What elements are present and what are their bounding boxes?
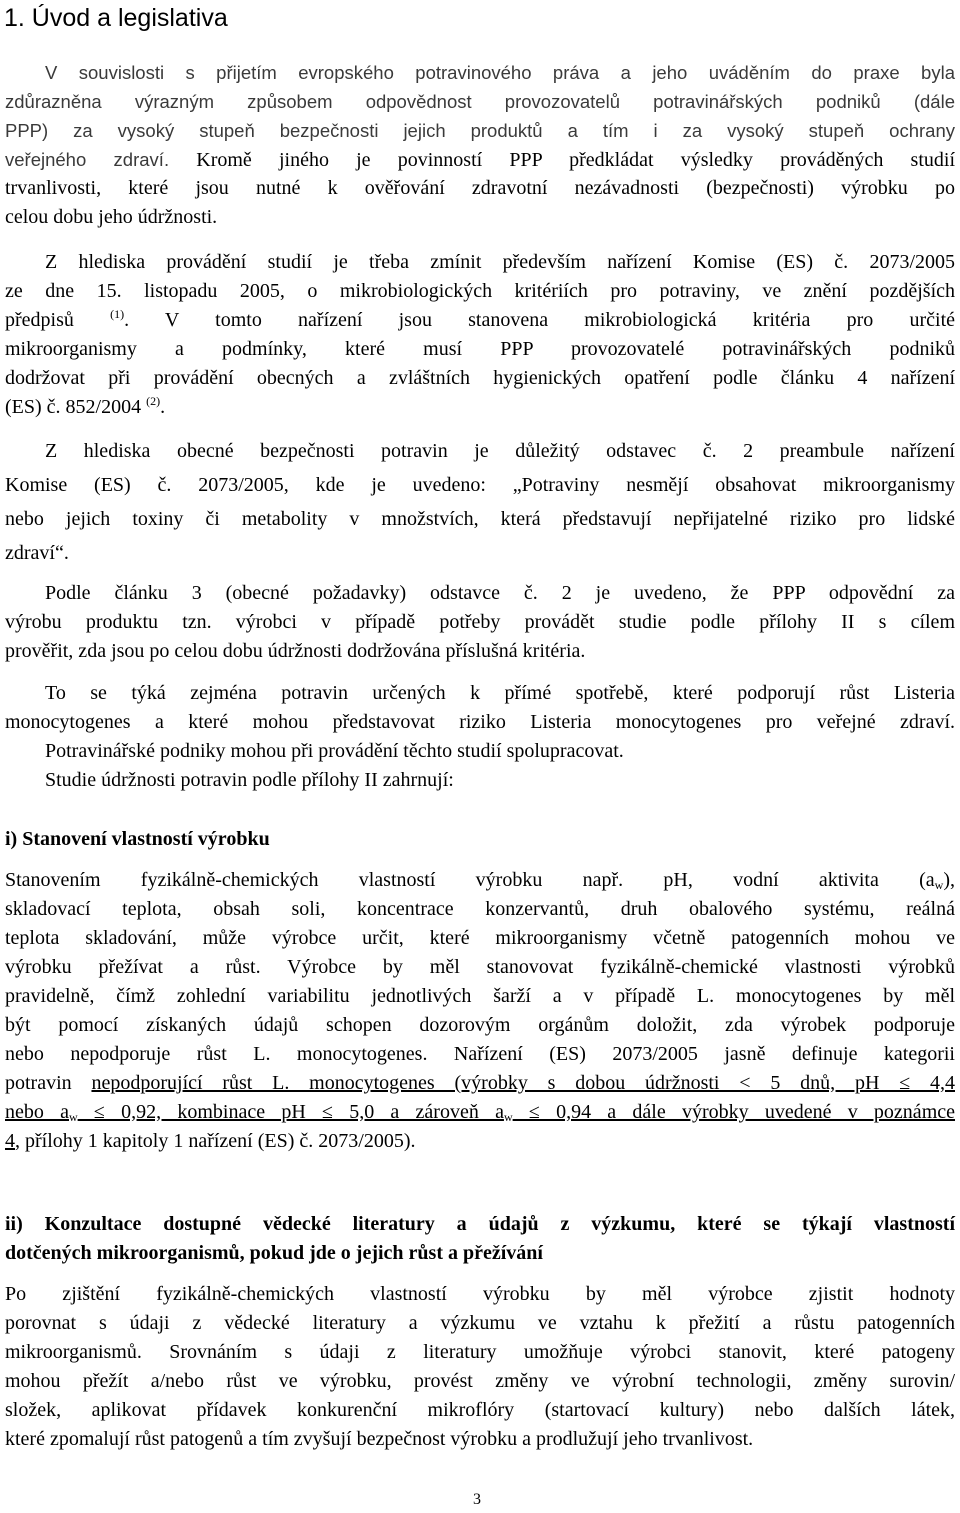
text-line: porovnat s údaji z vědecké literatury a výzkumu ve vztahu k přežití a růstu patogenních bbox=[5, 1312, 955, 1334]
section-title: 1. Úvod a legislativa bbox=[4, 4, 228, 32]
text-line: mohou přežít a/nebo růst ve výrobku, provést změny ve výrobní technologii, změny surovin/ bbox=[5, 1370, 955, 1392]
paragraph-listeria bbox=[5, 679, 955, 795]
text-line: být pomocí získaných údajů schopen dozorovým orgánům doložit, zda výrobek podporuje bbox=[5, 1014, 955, 1036]
page-number: 3 bbox=[473, 1491, 481, 1508]
text-line: nebo jejich toxiny či metabolity v množstvích, která představují nepřijatelné riziko pro lidské bbox=[5, 508, 955, 530]
text-line: mikroorganismů. Srovnáním s údaji z literatury umožňuje výrobci stanovit, které patogeny bbox=[5, 1341, 955, 1363]
subscript: w bbox=[934, 878, 944, 892]
text-line: složek, aplikovat přídavek konkurenční mikroflóry (startovací kultury) nebo dalších látek, bbox=[5, 1399, 955, 1421]
text-line: výrobu produktu tzn. výrobci v případě potřeby provádět studie podle přílohy II s cílem bbox=[5, 611, 955, 633]
text-line bbox=[5, 393, 955, 422]
text-span: , přílohy 1 kapitoly 1 nařízení (ES) č. 2073/2005). bbox=[15, 1130, 416, 1152]
text-line: trvanlivosti, které jsou nutné k ověřování zdravotní nezávadnosti (bezpečnosti) výrobku po bbox=[5, 177, 955, 199]
text-span: potravin bbox=[5, 1072, 92, 1094]
text-line: skladovací teplota, obsah soli, koncentrace konzervantů, druh obalového systému, reálná bbox=[5, 898, 955, 920]
text-span: . bbox=[160, 396, 166, 418]
text-line bbox=[5, 145, 955, 174]
text-line: PPP) za vysoký stupeň bezpečnosti jejich produktů a tím i za vysoký stupeň ochrany bbox=[5, 120, 955, 141]
text-span: nebo a bbox=[5, 1101, 69, 1123]
paragraph-literature bbox=[5, 1280, 955, 1454]
text-span: předpisů bbox=[5, 309, 74, 331]
text-line bbox=[5, 1127, 955, 1156]
text-line: které zpomalují růst patogenů a tím zvyšují bezpečnost výrobku a prodlužují jeho trvanlivost. bbox=[5, 1428, 754, 1450]
text-line: ze dne 15. listopadu 2005, o mikrobiologických kritériích pro potraviny, ve znění pozdějších bbox=[5, 280, 955, 302]
paragraph-intro bbox=[5, 58, 955, 232]
text-line: Z hlediska provádění studií je třeba zmínit především nařízení Komise (ES) č. 2073/2005 bbox=[45, 251, 955, 273]
text-span: Kromě jiného je povinností PPP předkládat výsledky prováděných studií bbox=[196, 149, 956, 171]
footnote-ref: (1) bbox=[110, 307, 125, 321]
paragraph-properties bbox=[5, 866, 955, 1156]
text-line: Podle článku 3 (obecné požadavky) odstavce č. 2 je uvedeno, že PPP odpovědní za bbox=[45, 582, 955, 604]
text-line: celou dobu jeho údržnosti. bbox=[5, 206, 218, 228]
text-line bbox=[5, 306, 955, 335]
text-line: V souvislosti s přijetím evropského potravinového práva a jeho uváděním do praxe byla bbox=[45, 62, 955, 83]
text-line: monocytogenes a které mohou představovat riziko Listeria monocytogenes pro veřejné zdraví. bbox=[5, 711, 955, 733]
paragraph-preamble bbox=[5, 434, 955, 570]
text-line bbox=[5, 1069, 955, 1098]
paragraph-article3 bbox=[5, 579, 955, 666]
paragraph-regulation bbox=[5, 248, 955, 422]
text-line: To se týká zejména potravin určených k přímé spotřebě, které podporují růst Listeria bbox=[45, 682, 955, 704]
text-line: Komise (ES) č. 2073/2005, kde je uvedeno: „Potraviny nesmějí obsahovat mikroorganismy bbox=[5, 474, 955, 496]
text-line: prověřit, zda jsou po celou dobu údržnosti dodržována příslušná kritéria. bbox=[5, 640, 586, 662]
subsection-heading-ii bbox=[5, 1210, 955, 1268]
footnote-ref: (2) bbox=[146, 394, 161, 408]
text-line: Po zjištění fyzikálně-chemických vlastností výrobku by měl výrobce zjistit hodnoty bbox=[5, 1283, 955, 1305]
text-line: výrobku přežívat a růst. Výrobce by měl stanovovat fyzikálně-chemické vlastnosti výrobků bbox=[5, 956, 955, 978]
text-span: (ES) č. 852/2004 bbox=[5, 396, 142, 418]
heading-line: i) Stanovení vlastností výrobku bbox=[5, 828, 270, 850]
text-line: zdraví“. bbox=[5, 542, 69, 564]
underlined-text bbox=[5, 1101, 955, 1123]
subsection-heading-i bbox=[5, 825, 955, 854]
text-span: ), bbox=[943, 869, 955, 891]
text-line: mikroorganismy a podmínky, které musí PPP provozovatelé potravinářských podniků bbox=[5, 338, 955, 360]
heading-line: dotčených mikroorganismů, pokud jde o jejich růst a přežívání bbox=[5, 1242, 543, 1264]
text-line: Z hlediska obecné bezpečnosti potravin je důležitý odstavec č. 2 preambule nařízení bbox=[45, 440, 955, 462]
heading-line: ii) Konzultace dostupné vědecké literatury a údajů z výzkumu, které se týkají vlastností bbox=[5, 1213, 955, 1235]
text-line bbox=[5, 866, 955, 895]
text-line: teplota skladování, může výrobce určit, které mikroorganismy včetně patogenních mohou ve bbox=[5, 927, 955, 949]
underlined-text: nepodporující růst L. monocytogenes (výrobky s dobou údržnosti < 5 dnů, pH ≤ 4,4 bbox=[91, 1072, 955, 1094]
subscript: w bbox=[503, 1110, 513, 1124]
text-line: zdůrazněna výrazným způsobem odpovědnost provozovatelů potravinářských podniků (dále bbox=[5, 91, 955, 112]
text-line: pravidelně, čímž zohlední variabilitu jednotlivých šarží a v případě L. monocytogenes by měl bbox=[5, 985, 955, 1007]
text-span: ≤ 0,94 a dále výrobky uvedené v poznámce bbox=[512, 1101, 955, 1123]
text-line: dodržovat při provádění obecných a zvláštních hygienických opatření podle článku 4 nařízení bbox=[5, 367, 955, 389]
text-line: nebo nepodporuje růst L. monocytogenes. Nařízení (ES) 2073/2005 jasně definuje kategorii bbox=[5, 1043, 955, 1065]
subscript: w bbox=[69, 1110, 78, 1124]
text-line: Potravinářské podniky mohou při provádění těchto studií spolupracovat. bbox=[45, 740, 624, 762]
text-line bbox=[5, 1098, 955, 1127]
text-span: veřejného zdraví. bbox=[5, 149, 170, 170]
underlined-text: 4 bbox=[5, 1130, 15, 1152]
text-span: ≤ 0,92, kombinace pH ≤ 5,0 a zároveň a bbox=[77, 1101, 504, 1123]
text-span: Stanovením fyzikálně-chemických vlastností výrobku např. pH, vodní aktivita (a bbox=[5, 869, 935, 891]
text-span: . V tomto nařízení jsou stanovena mikrobiologická kritéria pro určité bbox=[124, 309, 955, 331]
text-line: Studie údržnosti potravin podle přílohy II zahrnují: bbox=[45, 769, 454, 791]
